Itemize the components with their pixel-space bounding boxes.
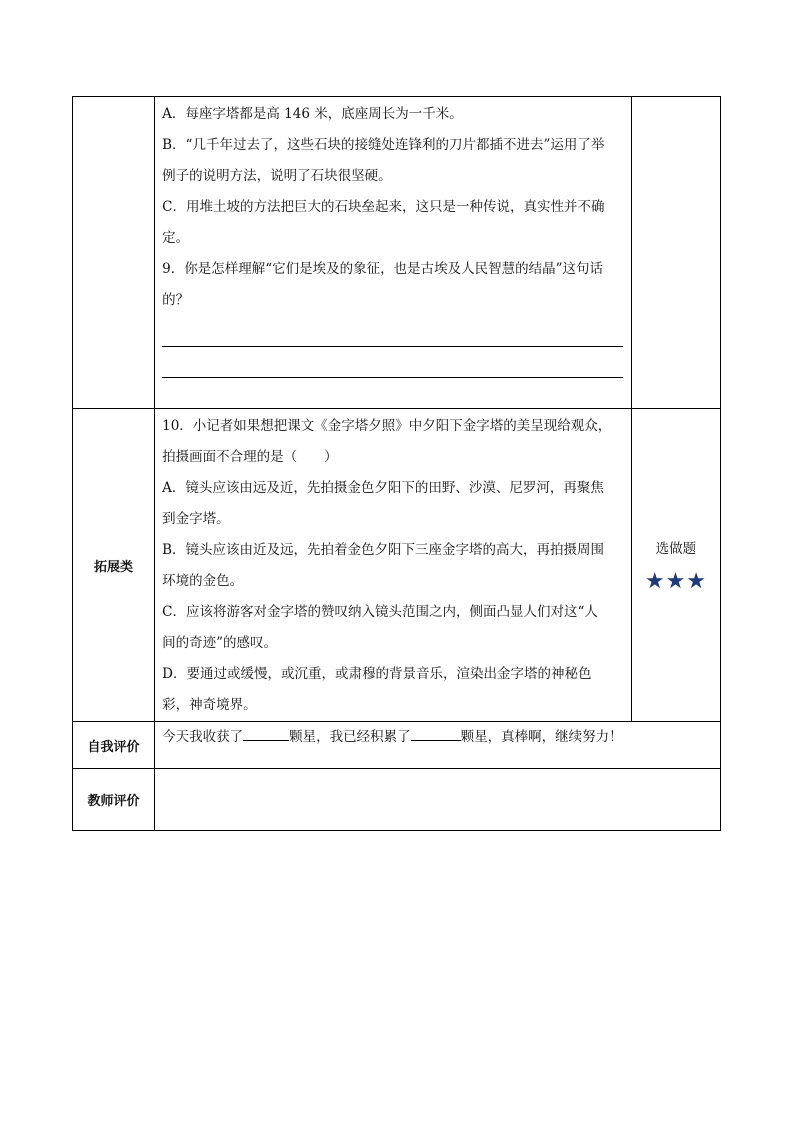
question-9-text: 9．你是怎样理解“它们是埃及的象征，也是古埃及人民智慧的结晶”这句话 bbox=[162, 261, 604, 277]
row-extension bbox=[73, 409, 721, 722]
teacher-eval-input[interactable] bbox=[155, 769, 721, 831]
stars-total-blank[interactable] bbox=[411, 728, 461, 741]
option-a-text: A．每座字塔都是高 146 米，底座周长为一千米。 bbox=[162, 106, 463, 122]
self-eval-label: 自我评价 bbox=[73, 722, 155, 769]
option-b-text-cont: 例子的说明方法，说明了石块很坚硬。 bbox=[162, 168, 392, 184]
q10-option-b-cont: 环境的金色。 bbox=[162, 573, 244, 589]
self-eval-content bbox=[155, 722, 721, 769]
self-eval-text-2: 颗星，我已经积累了 bbox=[289, 729, 411, 745]
row-self-eval bbox=[73, 722, 721, 769]
section1-side-cell bbox=[631, 97, 720, 409]
worksheet-table bbox=[72, 96, 721, 831]
extension-content bbox=[155, 409, 632, 722]
teacher-eval-label: 教师评价 bbox=[73, 769, 155, 831]
q10-option-d: D．要通过或缓慢，或沉重，或肃穆的背景音乐，渲染出金字塔的神秘色 bbox=[162, 666, 592, 682]
extension-side-cell bbox=[631, 409, 720, 722]
section1-label-cell bbox=[73, 97, 155, 409]
option-c-text: C．用堆土坡的方法把巨大的石块垒起来，这只是一种传说，真实性并不确 bbox=[162, 199, 605, 215]
self-eval-text-3: 颗星，真棒啊，继续努力！ bbox=[460, 729, 623, 745]
option-b-text: B．“几千年过去了，这些石块的接缝处连锋利的刀片都插不进去”运用了举 bbox=[162, 137, 605, 153]
section1-content bbox=[155, 97, 632, 409]
option-c-text-cont: 定。 bbox=[162, 230, 190, 246]
star-rating-icon: ★★★ bbox=[644, 568, 708, 594]
extension-label: 拓展类 bbox=[73, 409, 155, 722]
question-10-text: 10．小记者如果想把课文《金字塔夕照》中夕阳下金字塔的美呈现给观众， bbox=[162, 418, 612, 434]
q10-option-a: A．镜头应该由远及近，先拍摄金色夕阳下的田野、沙漠、尼罗河，再聚焦 bbox=[162, 480, 604, 496]
stars-earned-blank[interactable] bbox=[243, 728, 289, 741]
row-teacher-eval bbox=[73, 769, 721, 831]
question-10-text-cont: 拍摄画面不合理的是（ ） bbox=[162, 449, 338, 465]
q10-option-c-cont: 间的奇迹”的感叹。 bbox=[162, 635, 278, 651]
answer-line-1[interactable] bbox=[162, 316, 623, 347]
q10-option-c: C．应该将游客对金字塔的赞叹纳入镜头范围之内，侧面凸显人们对这“人 bbox=[162, 604, 598, 620]
q10-option-a-cont: 到金字塔。 bbox=[162, 511, 230, 527]
row-section1 bbox=[73, 97, 721, 409]
question-9-text-cont: 的？ bbox=[162, 292, 190, 308]
answer-line-2[interactable] bbox=[162, 347, 623, 378]
q10-option-d-cont: 彩，神奇境界。 bbox=[162, 697, 257, 713]
optional-tag: 选做题 bbox=[655, 540, 697, 557]
self-eval-text-1: 今天我收获了 bbox=[162, 729, 244, 745]
q10-option-b: B．镜头应该由近及远，先拍着金色夕阳下三座金字塔的高大，再拍摄周围 bbox=[162, 542, 605, 558]
